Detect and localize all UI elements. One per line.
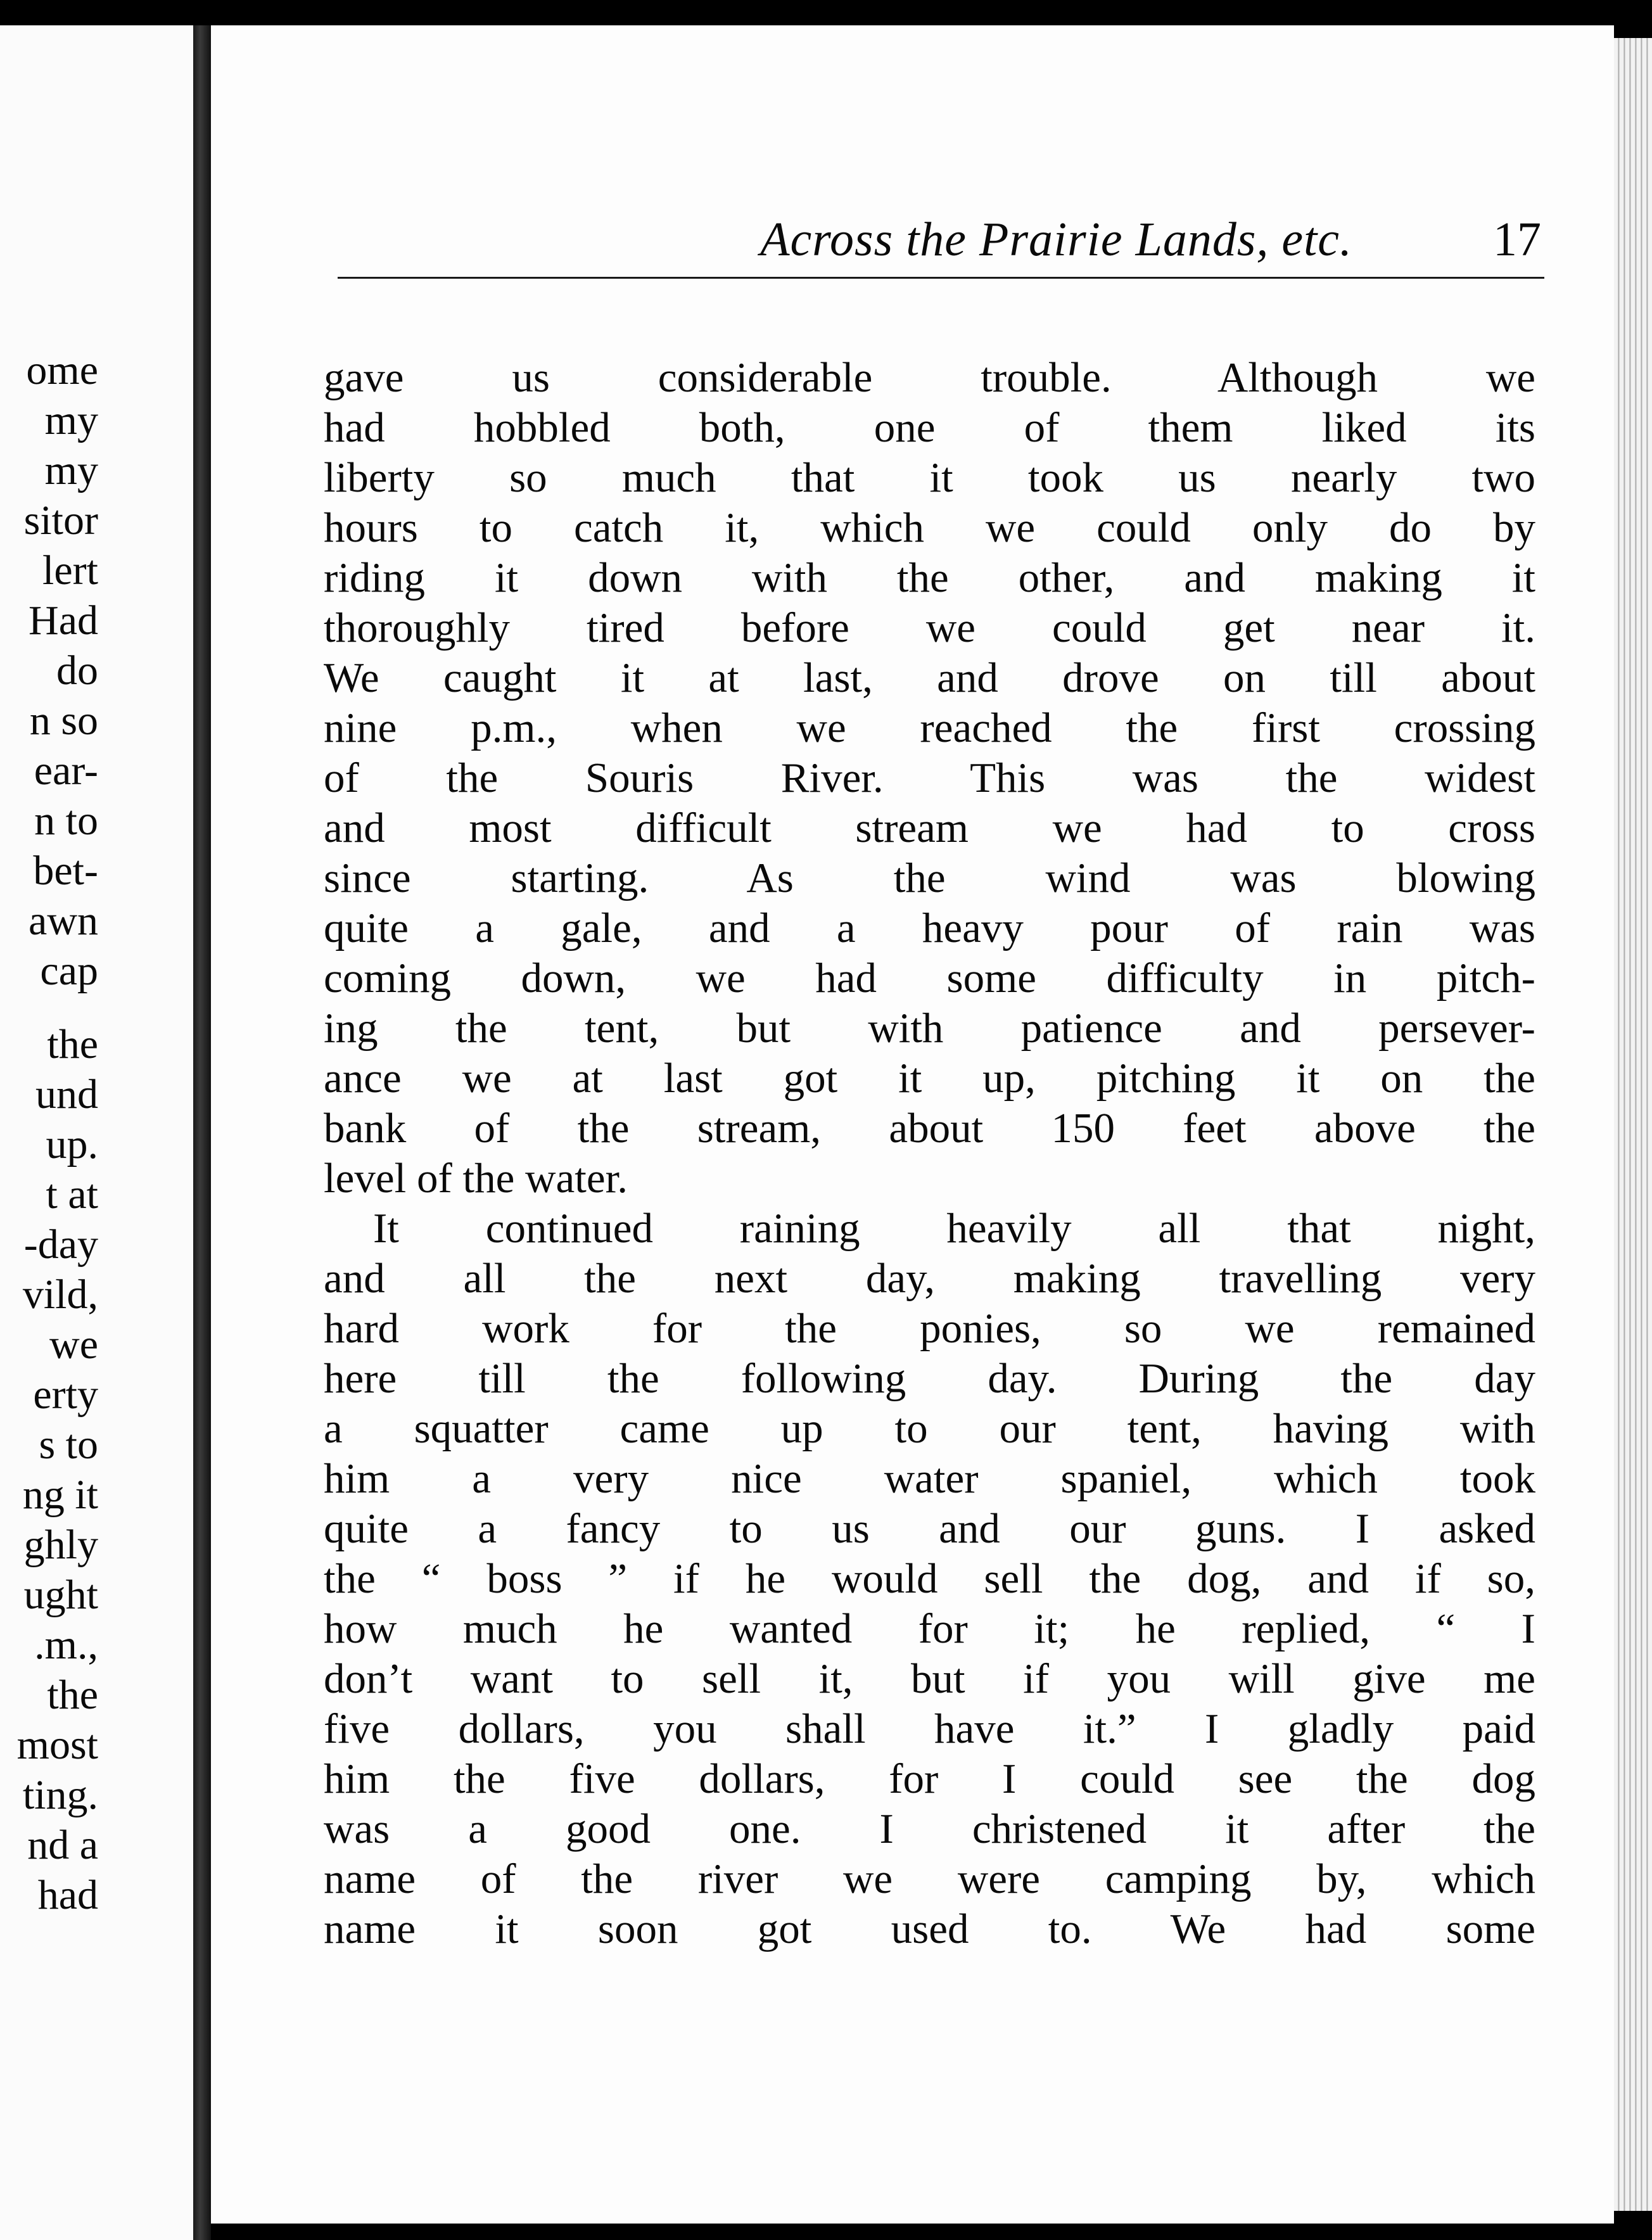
left-fragment: most <box>16 1722 98 1768</box>
left-fragment: ught <box>23 1572 98 1618</box>
left-fragment: my <box>44 447 98 493</box>
text-line: ing the tent, but with patience and persever- <box>324 1005 1535 1052</box>
left-fragment: ting. <box>22 1772 98 1818</box>
text-line: him the five dollars, for I could see the dog <box>324 1755 1535 1802</box>
left-page-edge <box>0 25 195 2240</box>
left-fragment: bet- <box>33 848 98 894</box>
text-line: liberty so much that it took us nearly two <box>324 454 1535 501</box>
text-line: had hobbled both, one of them liked its <box>324 404 1535 451</box>
text-line: a squatter came up to our tent, having with <box>324 1405 1535 1452</box>
text-line: him a very nice water spaniel, which took <box>324 1455 1535 1502</box>
left-fragment: und <box>35 1071 98 1117</box>
left-page-text <box>0 345 193 1920</box>
text-line: coming down, we had some difficulty in pitch- <box>324 955 1535 1002</box>
paragraph-gap <box>0 996 193 1019</box>
left-fragment: the <box>47 1672 98 1718</box>
left-fragment: ear- <box>34 748 98 794</box>
text-line: how much he wanted for it; he replied, “ I <box>324 1605 1535 1652</box>
text-line: level of the water. <box>324 1155 628 1202</box>
text-line: It continued raining heavily all that night, <box>373 1205 1535 1252</box>
text-line: We caught it at last, and drove on till about <box>324 654 1535 701</box>
text-line: and all the next day, making travelling very <box>324 1255 1535 1302</box>
left-fragment: we <box>49 1321 98 1368</box>
text-line: bank of the stream, about 150 feet above the <box>324 1105 1535 1152</box>
left-fragment: ng it <box>22 1472 98 1518</box>
left-fragment: n to <box>34 798 98 844</box>
left-fragment: awn <box>29 898 98 944</box>
text-line: and most difficult stream we had to cross <box>324 805 1535 851</box>
text-line: since starting. As the wind was blowing <box>324 855 1535 901</box>
left-fragment: .m., <box>34 1622 98 1668</box>
text-line: hard work for the ponies, so we remained <box>324 1305 1535 1352</box>
text-line: five dollars, you shall have it.” I gladly paid <box>324 1705 1535 1752</box>
text-line: here till the following day. During the day <box>324 1355 1535 1402</box>
text-line: quite a fancy to us and our guns. I asked <box>324 1505 1535 1552</box>
text-line: name it soon got used to. We had some <box>324 1906 1535 1952</box>
text-line: of the Souris River. This was the widest <box>324 754 1535 801</box>
book-gutter <box>193 25 211 2240</box>
header-rule <box>338 277 1544 279</box>
left-fragment: lert <box>42 547 98 594</box>
text-line: ance we at last got it up, pitching it on the <box>324 1055 1535 1102</box>
left-fragment: ome <box>26 347 98 393</box>
text-line: hours to catch it, which we could only do by <box>324 504 1535 551</box>
left-fragment: cap <box>40 948 98 994</box>
text-line: the “ boss ” if he would sell the dog, and if so, <box>324 1555 1535 1602</box>
left-fragment: nd a <box>27 1822 98 1868</box>
page-number: 17 <box>1493 213 1541 266</box>
body-text <box>324 353 1535 1954</box>
left-fragment: up. <box>46 1121 98 1168</box>
left-fragment: my <box>44 397 98 443</box>
text-line: nine p.m., when we reached the first crossing <box>324 704 1535 751</box>
left-fragment: Had <box>29 597 98 644</box>
text-line: gave us considerable trouble. Although we <box>324 354 1535 401</box>
left-fragment: n so <box>29 697 98 744</box>
text-line: quite a gale, and a heavy pour of rain was <box>324 905 1535 951</box>
left-fragment: the <box>47 1021 98 1067</box>
text-line: was a good one. I christened it after the <box>324 1805 1535 1852</box>
left-fragment: s to <box>39 1422 98 1468</box>
running-head <box>528 205 1547 274</box>
left-fragment: do <box>56 647 98 694</box>
left-fragment: had <box>37 1872 98 1918</box>
left-fragment: t at <box>46 1171 98 1218</box>
left-fragment: -day <box>23 1221 98 1268</box>
page-edges <box>1614 38 1652 2211</box>
left-fragment: vild, <box>22 1271 98 1318</box>
left-fragment: ghly <box>23 1522 98 1568</box>
book-page <box>211 25 1614 2224</box>
text-line: don’t want to sell it, but if you will give me <box>324 1655 1535 1702</box>
left-fragment: erty <box>33 1371 98 1418</box>
left-fragment: sitor <box>23 497 98 544</box>
text-line: thoroughly tired before we could get near it. <box>324 604 1535 651</box>
text-line: name of the river we were camping by, which <box>324 1855 1535 1902</box>
text-line: riding it down with the other, and making it <box>324 554 1535 601</box>
running-title: Across the Prairie Lands, etc. <box>760 213 1352 266</box>
